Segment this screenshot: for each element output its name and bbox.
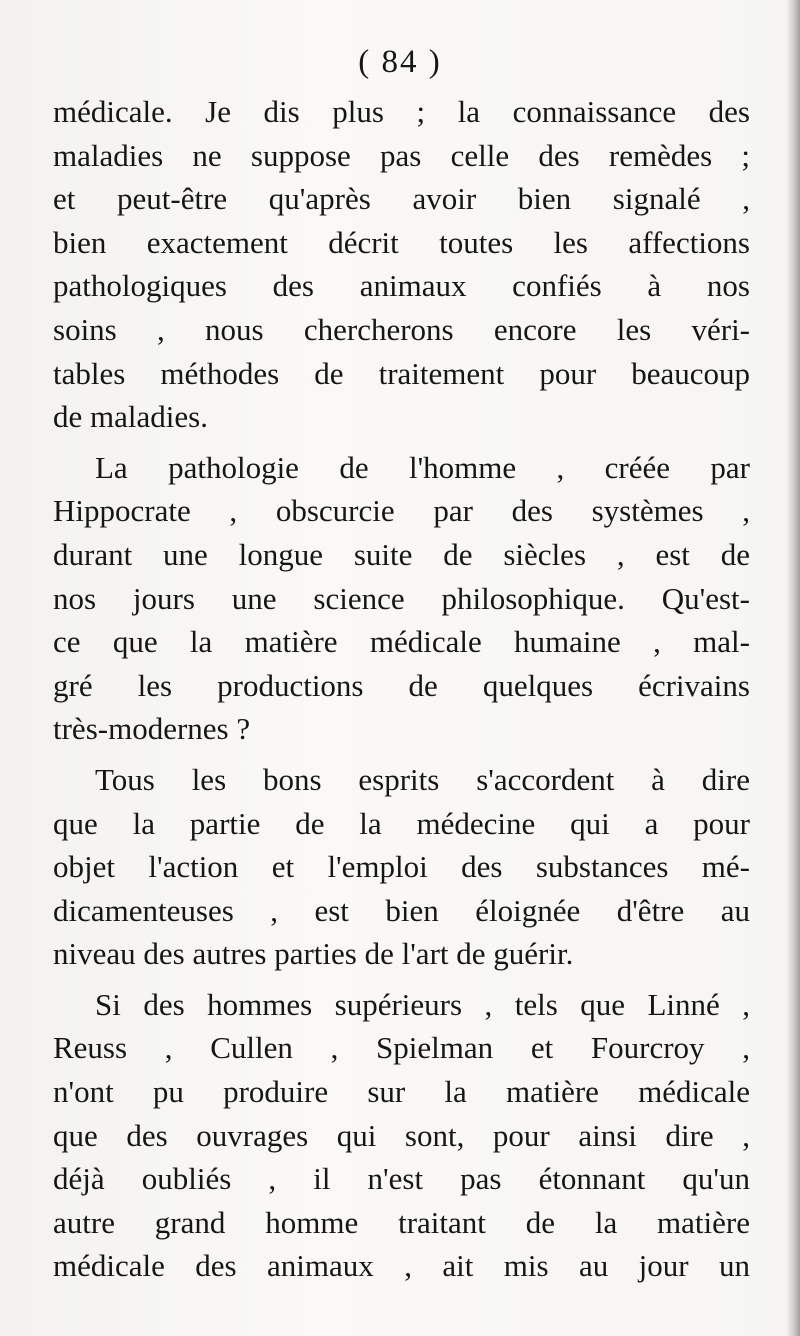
- text-line: niveau des autres parties de l'art de guérir.: [53, 936, 574, 972]
- body-text: [53, 90, 750, 1295]
- text-line: autre grand homme traitant de la matière: [53, 1204, 750, 1240]
- text-line: très-modernes ?: [53, 711, 251, 747]
- page-number: ( 84 ): [358, 44, 442, 80]
- text-line: La pathologie de l'homme , créée par: [95, 449, 750, 485]
- text-line: durant une longue suite de siècles , est de: [53, 536, 750, 572]
- text-line: maladies ne suppose pas celle des remèdes ;: [53, 137, 750, 173]
- text-line: Reuss , Cullen , Spielman et Fourcroy ,: [53, 1030, 750, 1066]
- text-line: et peut-être qu'après avoir bien signalé ,: [53, 181, 750, 217]
- text-line: gré les productions de quelques écrivains: [53, 667, 750, 703]
- text-line: Tous les bons esprits s'accordent à dire: [95, 761, 750, 797]
- text-line: n'ont pu produire sur la matière médicale: [53, 1074, 750, 1110]
- paragraph-1: [53, 90, 750, 439]
- page-edge-shadow: [786, 0, 800, 1336]
- text-line: Si des hommes supérieurs , tels que Linné ,: [95, 986, 750, 1022]
- text-line: médicale. Je dis plus ; la connaissance des: [53, 94, 750, 129]
- text-line: que des ouvrages qui sont, pour ainsi dire ,: [53, 1117, 750, 1153]
- text-line: ce que la matière médicale humaine , mal-: [53, 624, 750, 660]
- text-line: bien exactement décrit toutes les affections: [53, 224, 750, 260]
- paragraph-2: [53, 446, 750, 751]
- text-line: pathologiques des animaux confiés à nos: [53, 268, 750, 304]
- text-line: de maladies.: [53, 399, 208, 435]
- paragraph-3: [53, 758, 750, 976]
- text-line: déjà oubliés , il n'est pas étonnant qu'un: [53, 1161, 750, 1197]
- text-line: dicamenteuses , est bien éloignée d'être au: [53, 892, 750, 928]
- text-line: Hippocrate , obscurcie par des systèmes ,: [53, 493, 750, 529]
- text-line: médicale des animaux , ait mis au jour un: [53, 1248, 750, 1284]
- paragraph-4: [53, 983, 750, 1288]
- text-line: soins , nous chercherons encore les véri-: [53, 311, 750, 347]
- text-line: que la partie de la médecine qui a pour: [53, 805, 750, 841]
- text-line: tables méthodes de traitement pour beaucoup: [53, 355, 750, 391]
- text-line: nos jours une science philosophique. Qu'est-: [53, 580, 750, 616]
- text-line: objet l'action et l'emploi des substances mé-: [53, 849, 750, 885]
